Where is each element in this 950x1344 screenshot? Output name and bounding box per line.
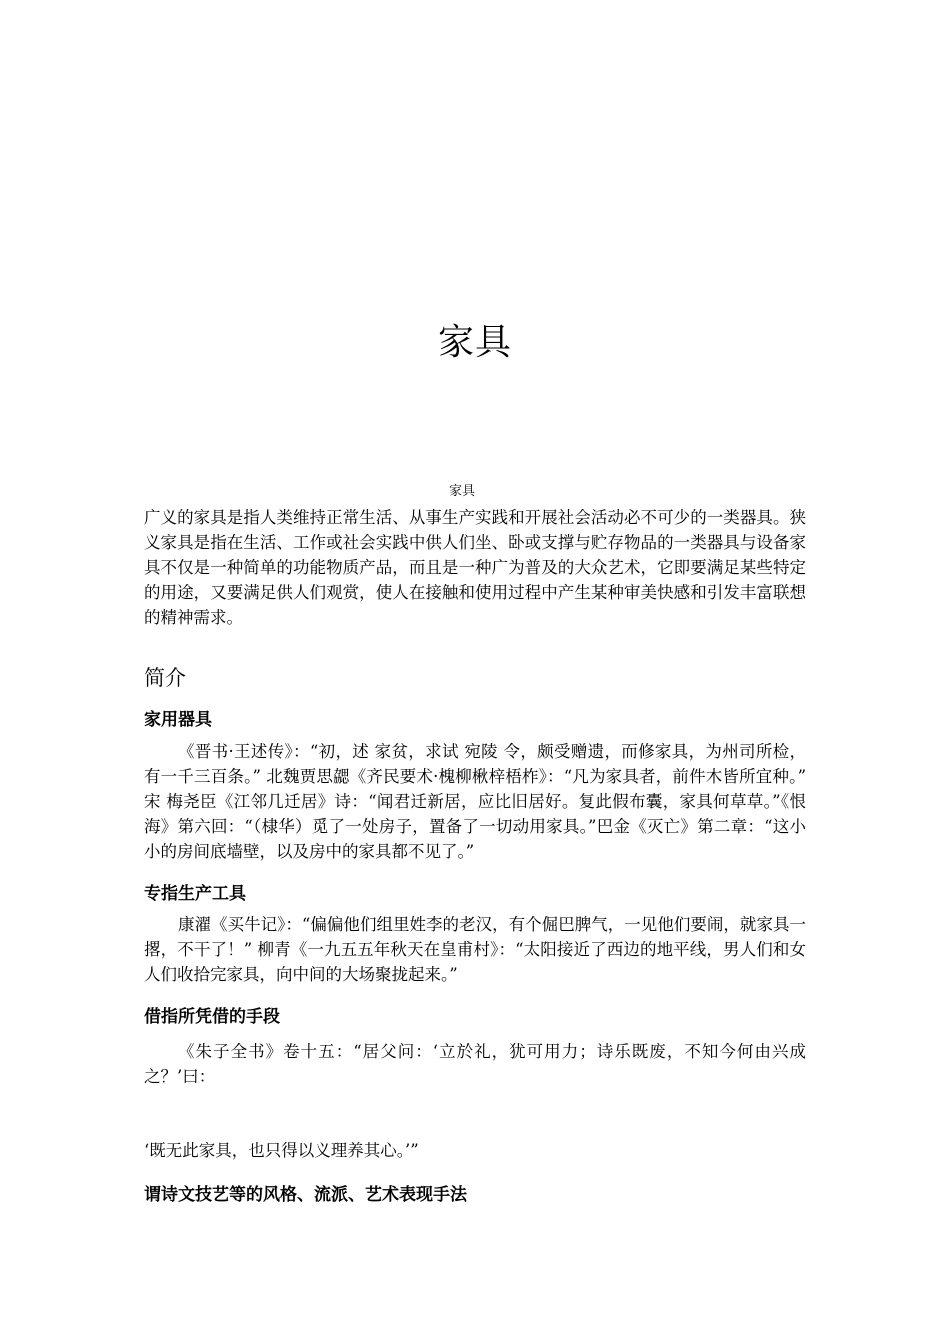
document-title: 家具 (437, 322, 512, 363)
subsection-text-means: 《朱子全书》卷十五：“居父问：‘立於礼，犹可用力；诗乐既废，不知今何由兴成之？’曰： (144, 1042, 806, 1086)
subsection-text-household: 《晋书·王述传》：“初，述 家贫，求试 宛陵 令，颇受赠遗，而修家具，为州司所检，有一千三百条。” 北魏贾思勰《齐民要术·槐柳楸梓梧柞》：“凡为家具者，前件木皆所宜种。” 宋 梅尧臣《江邻几迁居》诗：“闻君迁新居，应比旧居好。复此假布囊，家具何草草。”《恨海》第六回：“（棣华）觅了一处房子，置备了一切动用家具。”巴金《灭亡》第二章：“这小小的房间底墙壁，以及房中的家具都不见了。” (144, 742, 806, 861)
subsection-heading-production-tools: 专指生产工具 (144, 884, 246, 904)
subsection-text-means-continued: ‘既无此家具，也只得以义理养其心。’” (144, 1141, 419, 1160)
subsection-text-production-tools: 康濯《买牛记》：“偏偏他们组里姓李的老汉，有个倔巴脾气，一见他们要闹，就家具一撂，不干了！” 柳青《一九五五年秋天在皇甫村》：“太阳接近了西边的地平线，男人们和女人们收拾完家具，向中间的大场聚拢起来。” (144, 915, 806, 984)
section-heading-intro: 简介 (144, 666, 186, 690)
subsection-heading-household: 家用器具 (144, 710, 212, 730)
image-caption: 家具 (448, 484, 475, 499)
subsection-heading-style: 谓诗文技艺等的风格、流派、艺术表现手法 (144, 1185, 467, 1205)
subsection-heading-means: 借指所凭借的手段 (144, 1007, 280, 1027)
intro-paragraph: 广义的家具是指人类维持正常生活、从事生产实践和开展社会活动必不可少的一类器具。狭义家具是指在生活、工作或社会实践中供人们坐、卧或支撑与贮存物品的一类器具与设备家具不仅是一种简单的功能物质产品，而且是一种广为普及的大众艺术，它即要满足某些特定的用途，又要满足供人们观赏，使人在接触和使用过程中产生某种审美快感和引发丰富联想的精神需求。 (144, 508, 806, 627)
